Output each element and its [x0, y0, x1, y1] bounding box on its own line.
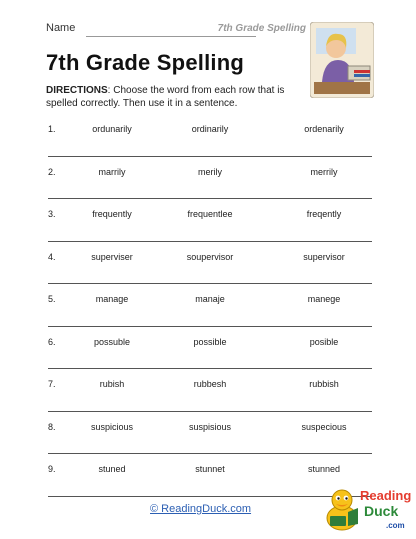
table-row [48, 242, 372, 285]
word-option-1[interactable]: manage [95, 294, 129, 304]
logo-word-reading: Reading [360, 488, 412, 503]
word-option-1[interactable]: possuble [93, 336, 131, 347]
word-option-3[interactable]: suspecious [301, 421, 347, 432]
word-option-2[interactable]: merily [198, 166, 222, 177]
word-option-3[interactable]: posible [309, 336, 339, 347]
header-tag: 7th Grade Spelling [217, 23, 306, 34]
name-row [46, 22, 306, 38]
name-line[interactable] [86, 36, 256, 37]
word-option-1[interactable]: marrily [98, 166, 126, 177]
word-option-3[interactable]: rubbish [309, 379, 339, 389]
row-number: 9. [48, 464, 56, 474]
row-number: 1. [48, 124, 56, 134]
word-option-1[interactable]: ordunarily [92, 124, 132, 134]
word-option-2[interactable]: ordinarily [191, 124, 229, 134]
word-option-2[interactable]: frequentlee [187, 209, 233, 219]
directions [46, 84, 296, 110]
word-option-2[interactable]: manaje [195, 294, 225, 304]
table-row [48, 284, 372, 327]
word-option-3[interactable]: freqently [306, 209, 342, 219]
word-option-1[interactable]: rubish [99, 379, 125, 389]
word-option-2[interactable]: suspisious [188, 421, 232, 432]
word-option-3[interactable]: ordenarily [304, 124, 344, 134]
page-title: 7th Grade Spelling [46, 50, 244, 75]
readingduck-link[interactable]: © ReadingDuck.com [150, 503, 252, 515]
logo-word-duck: Duck [364, 503, 399, 519]
teacher-illustration [310, 22, 374, 98]
word-option-3[interactable]: supervisor [303, 251, 345, 262]
table-row [48, 327, 372, 370]
row-number: 6. [48, 336, 56, 347]
logo-suffix: .com [386, 521, 405, 530]
word-option-1[interactable]: suspicious [90, 421, 134, 432]
row-number: 4. [48, 251, 56, 262]
directions-text: : Choose the word from each row that is spelled correctly. Then use it in a sentence. [46, 85, 285, 109]
word-option-2[interactable]: soupervisor [186, 251, 234, 262]
table-row [48, 114, 372, 157]
word-option-2[interactable]: possible [193, 336, 227, 347]
word-option-3[interactable]: merrily [310, 166, 338, 177]
row-number: 7. [48, 379, 56, 389]
word-option-2[interactable]: rubbesh [193, 379, 227, 389]
word-option-2[interactable]: stunnet [195, 464, 225, 474]
row-number: 2. [48, 166, 56, 177]
name-label: Name [46, 22, 76, 34]
row-number: 3. [48, 209, 56, 219]
duck-icon [327, 490, 358, 530]
word-option-1[interactable]: frequently [92, 209, 132, 219]
table-row [48, 412, 372, 455]
table-row [48, 157, 372, 200]
word-option-3[interactable]: stunned [307, 464, 341, 474]
readingduck-logo[interactable] [324, 478, 412, 536]
word-option-1[interactable]: stuned [98, 464, 126, 474]
word-option-3[interactable]: manege [307, 294, 341, 304]
directions-label: DIRECTIONS [46, 85, 108, 96]
row-number: 5. [48, 294, 56, 304]
table-row [48, 199, 372, 242]
word-rows [48, 114, 372, 497]
row-number: 8. [48, 421, 56, 432]
word-option-1[interactable]: superviser [91, 251, 133, 262]
table-row [48, 369, 372, 412]
